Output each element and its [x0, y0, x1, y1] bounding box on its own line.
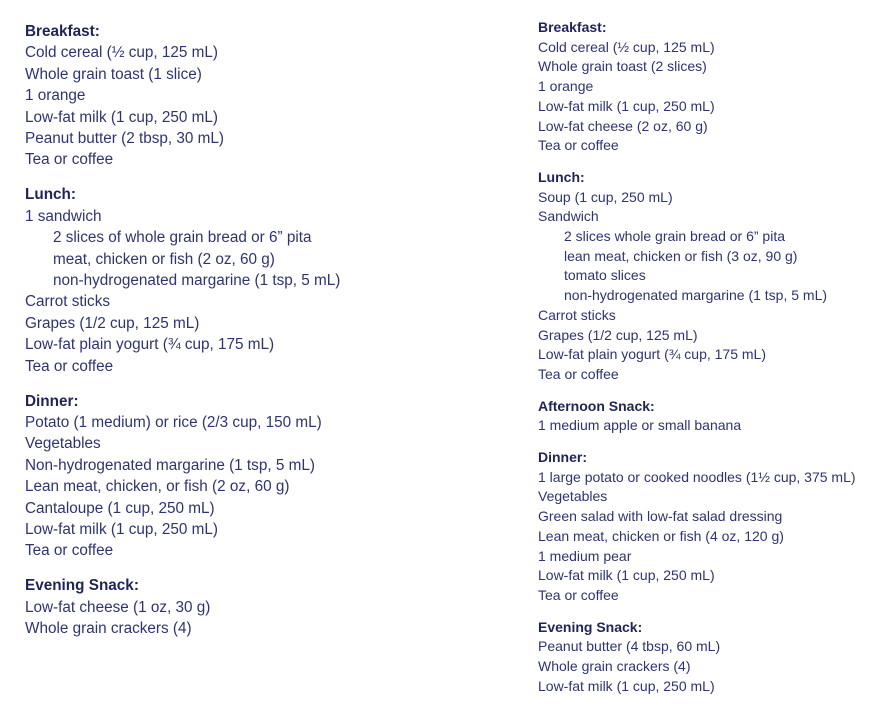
meal-heading: Breakfast:	[25, 23, 100, 40]
meal-section	[538, 168, 883, 385]
meal-heading: Lunch:	[25, 186, 76, 204]
food-item: Low-fat plain yogurt (¾ cup, 175 mL)	[538, 346, 767, 363]
food-item: Whole grain toast (1 slice)	[25, 65, 202, 83]
food-item: Tea or coffee	[538, 586, 619, 603]
left-meal-plan	[25, 21, 465, 653]
food-item: Soup (1 cup, 250 mL)	[538, 188, 673, 205]
meal-section	[538, 18, 883, 156]
meal-heading: Lunch:	[538, 168, 585, 185]
food-item: Carrot sticks	[538, 306, 616, 323]
food-item: Tea or coffee	[25, 542, 114, 560]
food-item: Non-hydrogenated margarine (1 tsp, 5 mL)	[25, 456, 315, 474]
food-item: Carrot sticks	[25, 293, 110, 311]
meal-heading: Breakfast:	[538, 19, 607, 35]
food-item: 1 sandwich	[25, 207, 102, 225]
food-item: Low-fat milk (1 cup, 250 mL)	[538, 677, 715, 694]
food-item: Grapes (1/2 cup, 125 mL)	[25, 314, 200, 332]
meal-section	[25, 391, 465, 562]
food-item: 1 orange	[538, 78, 594, 95]
food-item: Whole grain toast (2 slices)	[538, 58, 707, 75]
food-item: Low-fat milk (1 cup, 250 mL)	[25, 520, 218, 538]
food-item: 1 medium pear	[538, 547, 632, 564]
right-meal-plan	[538, 18, 883, 709]
food-sub-item: 2 slices of whole grain bread or 6” pita	[53, 229, 312, 247]
food-item: Lean meat, chicken or fish (4 oz, 120 g)	[538, 527, 784, 544]
meal-heading: Afternoon Snack:	[538, 397, 655, 414]
food-item: Vegetables	[25, 435, 101, 453]
food-item: Tea or coffee	[538, 137, 619, 154]
food-item: Green salad with low-fat salad dressing	[538, 508, 783, 525]
food-item: Tea or coffee	[538, 365, 619, 382]
food-item: Peanut butter (4 tbsp, 60 mL)	[538, 638, 721, 655]
food-item: Sandwich	[538, 208, 599, 225]
food-item: 1 medium apple or small banana	[538, 417, 742, 434]
food-item: Peanut butter (2 tbsp, 30 mL)	[25, 130, 224, 148]
meal-section	[538, 397, 883, 436]
food-item: Low-fat cheese (2 oz, 60 g)	[538, 117, 708, 134]
meal-section	[538, 448, 883, 606]
food-item: Cold cereal (½ cup, 125 mL)	[538, 38, 715, 55]
meal-section	[25, 21, 465, 171]
food-item: Tea or coffee	[25, 151, 114, 169]
food-sub-item: non-hydrogenated margarine (1 tsp, 5 mL)	[564, 287, 828, 304]
meal-heading: Dinner:	[538, 449, 587, 466]
meal-section	[25, 184, 465, 377]
food-sub-item: 2 slices whole grain bread or 6” pita	[564, 228, 786, 245]
meal-section	[538, 618, 883, 697]
food-item: Tea or coffee	[25, 357, 114, 375]
food-item: Low-fat cheese (1 oz, 30 g)	[25, 598, 211, 616]
food-item: Low-fat milk (1 cup, 250 mL)	[538, 567, 715, 584]
food-item: Whole grain crackers (4)	[538, 658, 691, 675]
food-item: Whole grain crackers (4)	[25, 620, 192, 638]
food-sub-item: non-hydrogenated margarine (1 tsp, 5 mL)	[53, 271, 341, 289]
food-item: Low-fat plain yogurt (¾ cup, 175 mL)	[25, 336, 275, 354]
food-item: Grapes (1/2 cup, 125 mL)	[538, 326, 698, 343]
food-item: Lean meat, chicken, or fish (2 oz, 60 g)	[25, 478, 290, 496]
food-item: Low-fat milk (1 cup, 250 mL)	[25, 108, 218, 126]
food-item: Potato (1 medium) or rice (2/3 cup, 150 mL)	[25, 413, 322, 431]
food-item: 1 large potato or cooked noodles (1½ cup, 375 mL)	[538, 468, 856, 485]
food-item: Vegetables	[538, 488, 608, 505]
meal-heading: Evening Snack:	[538, 618, 643, 635]
food-item: Cold cereal (½ cup, 125 mL)	[25, 44, 219, 62]
food-item: 1 orange	[25, 87, 86, 105]
meal-section	[25, 575, 465, 639]
meal-heading: Evening Snack:	[25, 577, 139, 595]
food-item: Low-fat milk (1 cup, 250 mL)	[538, 97, 715, 114]
food-sub-item: lean meat, chicken or fish (3 oz, 90 g)	[564, 247, 798, 264]
meal-heading: Dinner:	[25, 392, 79, 410]
food-sub-item: tomato slices	[564, 267, 646, 284]
food-item: Cantaloupe (1 cup, 250 mL)	[25, 499, 215, 517]
food-sub-item: meat, chicken or fish (2 oz, 60 g)	[53, 250, 275, 268]
